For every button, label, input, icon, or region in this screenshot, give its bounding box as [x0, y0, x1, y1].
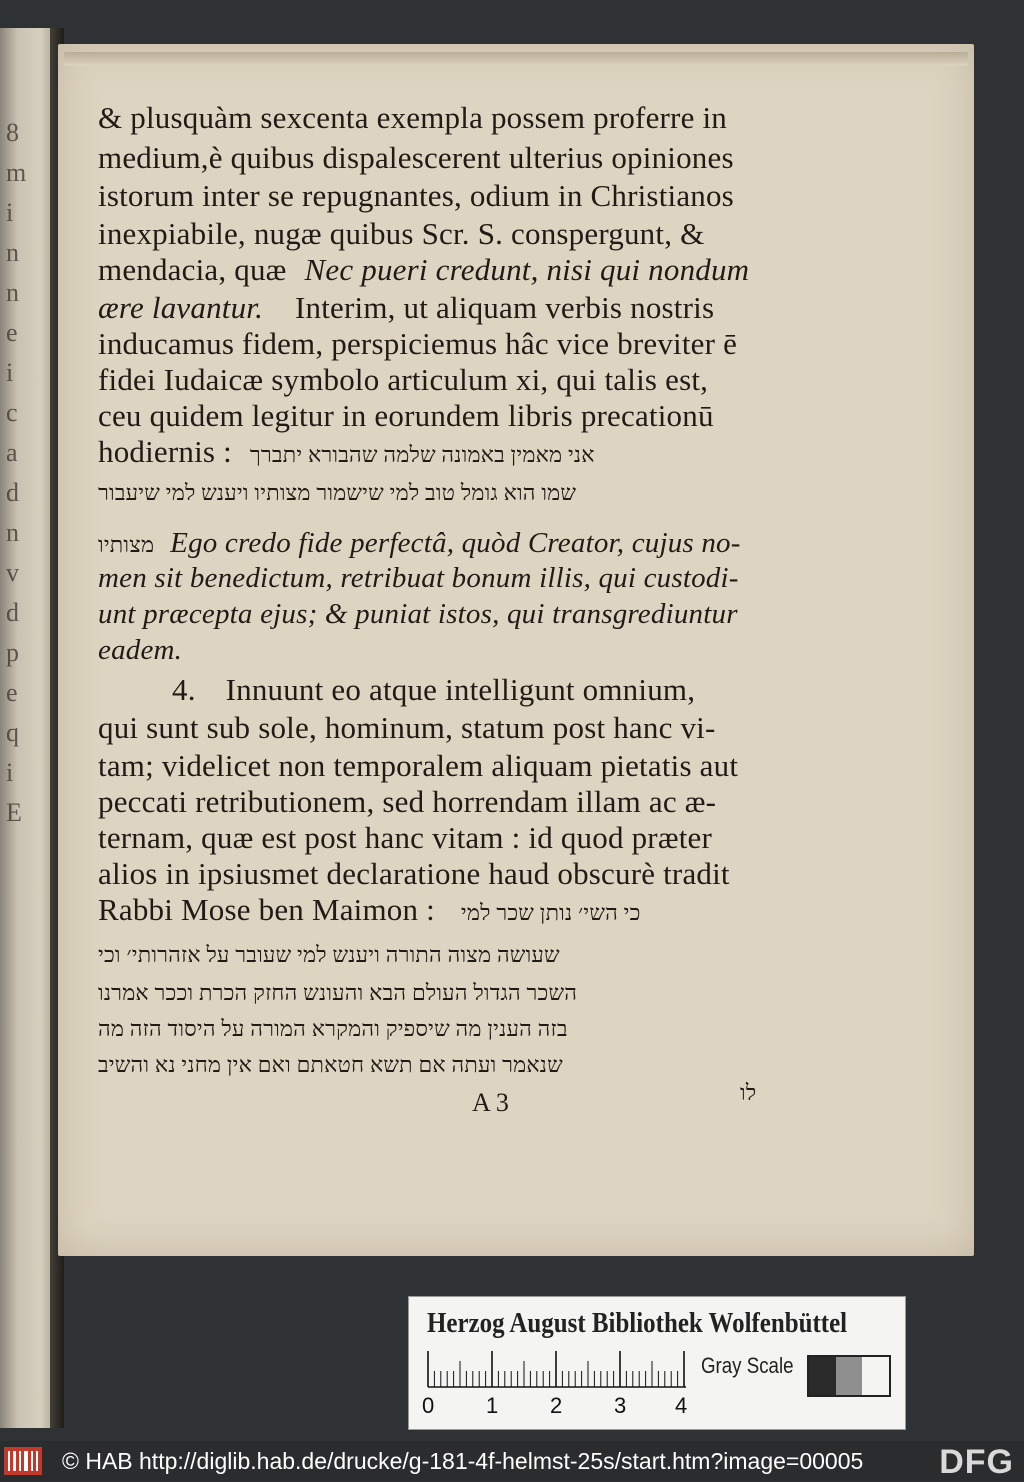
text-line: peccati retributionem, sed horrendam illam ac æ- — [98, 784, 717, 819]
hebrew-text: אני מאמין באמונה שלמה שהבורא יתברך — [249, 442, 595, 467]
hebrew-line: השכר הגדול העולם הבא והעונש החזק הכרת וככר אמרנו — [98, 980, 578, 1005]
paragraph-number: 4. — [172, 672, 196, 707]
text-line: ceu quidem legitur in eorundem libris precationū — [98, 398, 714, 433]
hebrew-line: שמו הוא גומל טוב למי שישמור מצותיו ויענש למי שיעבור — [98, 480, 577, 505]
page-top-shadow — [64, 52, 968, 66]
text-line: alios in ipsiusmet declaratione haud obscurè tradit — [98, 856, 730, 891]
hebrew-text: מצותיו — [98, 532, 155, 557]
left-page-glyph: i — [6, 198, 14, 227]
ruler-number: 0 — [422, 1393, 435, 1418]
text-line — [98, 524, 741, 560]
text-line: ternam, quæ est post hanc vitam : id quod præter — [98, 820, 712, 855]
ruler-number: 3 — [614, 1393, 627, 1418]
text-segment: Rabbi Mose ben Maimon : — [98, 892, 435, 927]
hebrew-line: לו — [740, 1080, 757, 1105]
hebrew-line: שעושה מצוה התורה ויענש למי שעובר על אזהרותי׳ וכי — [98, 942, 560, 967]
left-page-glyph: n — [6, 518, 19, 547]
left-page-glyph: i — [6, 758, 14, 787]
ruler-scale — [427, 1349, 695, 1389]
left-page-glyph: q — [6, 718, 19, 747]
text-line: inexpiabile, nugæ quibus Scr. S. conspergunt, & — [98, 216, 705, 251]
left-page-glyph: c — [6, 398, 18, 427]
italic-translation: Ego credo fide perfectâ, quòd Creator, cujus no- — [170, 527, 741, 559]
barcode-icon — [4, 1447, 42, 1475]
text-line: inducamus fidem, perspiciemus hâc vice breviter ē — [98, 326, 738, 361]
italic-quote: Nec pueri credunt, nisi qui nondum — [304, 252, 750, 287]
italic-translation: men sit benedictum, retribuat bonum illis, qui custodi- — [98, 562, 739, 594]
copyright-url[interactable]: © HAB http://diglib.hab.de/drucke/g-181-4f-helmst-25s/start.htm?image=00005 — [62, 1448, 864, 1474]
signature-mark: A 3 — [472, 1088, 509, 1117]
text-line — [98, 672, 695, 708]
swatch-mid — [836, 1357, 863, 1395]
swatch-dark — [809, 1357, 836, 1395]
italic-translation: eadem. — [98, 634, 183, 666]
library-title: Herzog August Bibliothek Wolfenbüttel — [427, 1307, 848, 1339]
ruler-number: 4 — [675, 1393, 688, 1418]
text-line: fidei Iudaicæ symbolo articulum xi, qui talis est, — [98, 362, 709, 397]
left-page-glyph: i — [6, 358, 14, 387]
text-line: qui sunt sub sole, hominum, statum post hanc vi- — [98, 710, 716, 745]
left-page-glyph: d — [6, 598, 19, 627]
library-color-strip — [408, 1296, 906, 1430]
left-page-glyph: p — [6, 638, 19, 667]
text-segment: Interim, ut aliquam verbis nostris — [295, 290, 715, 325]
left-page-glyph: v — [6, 558, 19, 587]
text-line — [98, 290, 714, 326]
dfg-logo: DFG — [939, 1443, 1014, 1481]
hebrew-text: כי השי׳ נותן שכר למי — [460, 900, 641, 925]
italic-quote: ære lavantur. — [98, 290, 264, 325]
hebrew-line: שנאמר ועתה אם תשא חטאתם ואם אין מחני נא והשיב — [98, 1052, 563, 1077]
text-segment: Innuunt eo atque intelligunt omnium, — [225, 672, 696, 707]
left-page-glyph: a — [6, 438, 18, 467]
text-line: & plusquàm sexcenta exempla possem proferre in — [98, 100, 728, 135]
gray-scale-swatches — [807, 1355, 891, 1397]
left-page-glyph: n — [6, 278, 19, 307]
ruler-number: 1 — [486, 1393, 499, 1418]
left-page-glyph: 8 — [6, 118, 19, 147]
left-page-glyph: m — [6, 158, 27, 187]
text-line: medium,è quibus dispalescerent ulterius opiniones — [98, 140, 734, 175]
left-page-glyph: e — [6, 678, 18, 707]
italic-translation: unt præcepta ejus; & puniat istos, qui transgrediuntur — [98, 598, 738, 630]
text-line — [98, 892, 641, 928]
swatch-light — [862, 1357, 889, 1395]
text-line — [98, 434, 595, 470]
left-page-glyph: E — [6, 798, 22, 827]
text-line: istorum inter se repugnantes, odium in Christianos — [98, 178, 734, 213]
left-page-glyph: d — [6, 478, 19, 507]
gray-scale-label: Gray Scale — [701, 1353, 794, 1378]
text-line: tam; videlicet non temporalem aliquam pietatis aut — [98, 748, 739, 783]
text-line — [98, 252, 749, 288]
text-segment: hodiernis : — [98, 434, 232, 469]
text-segment: mendacia, quæ — [98, 252, 287, 287]
footer-bar — [0, 1441, 1024, 1481]
left-page-glyph: e — [6, 318, 18, 347]
left-page-glyph: n — [6, 238, 19, 267]
hebrew-line: בזה הענין מה שיספיק והמקרא המורה על היסוד הזה מה — [98, 1016, 568, 1041]
ruler-number: 2 — [550, 1393, 563, 1418]
